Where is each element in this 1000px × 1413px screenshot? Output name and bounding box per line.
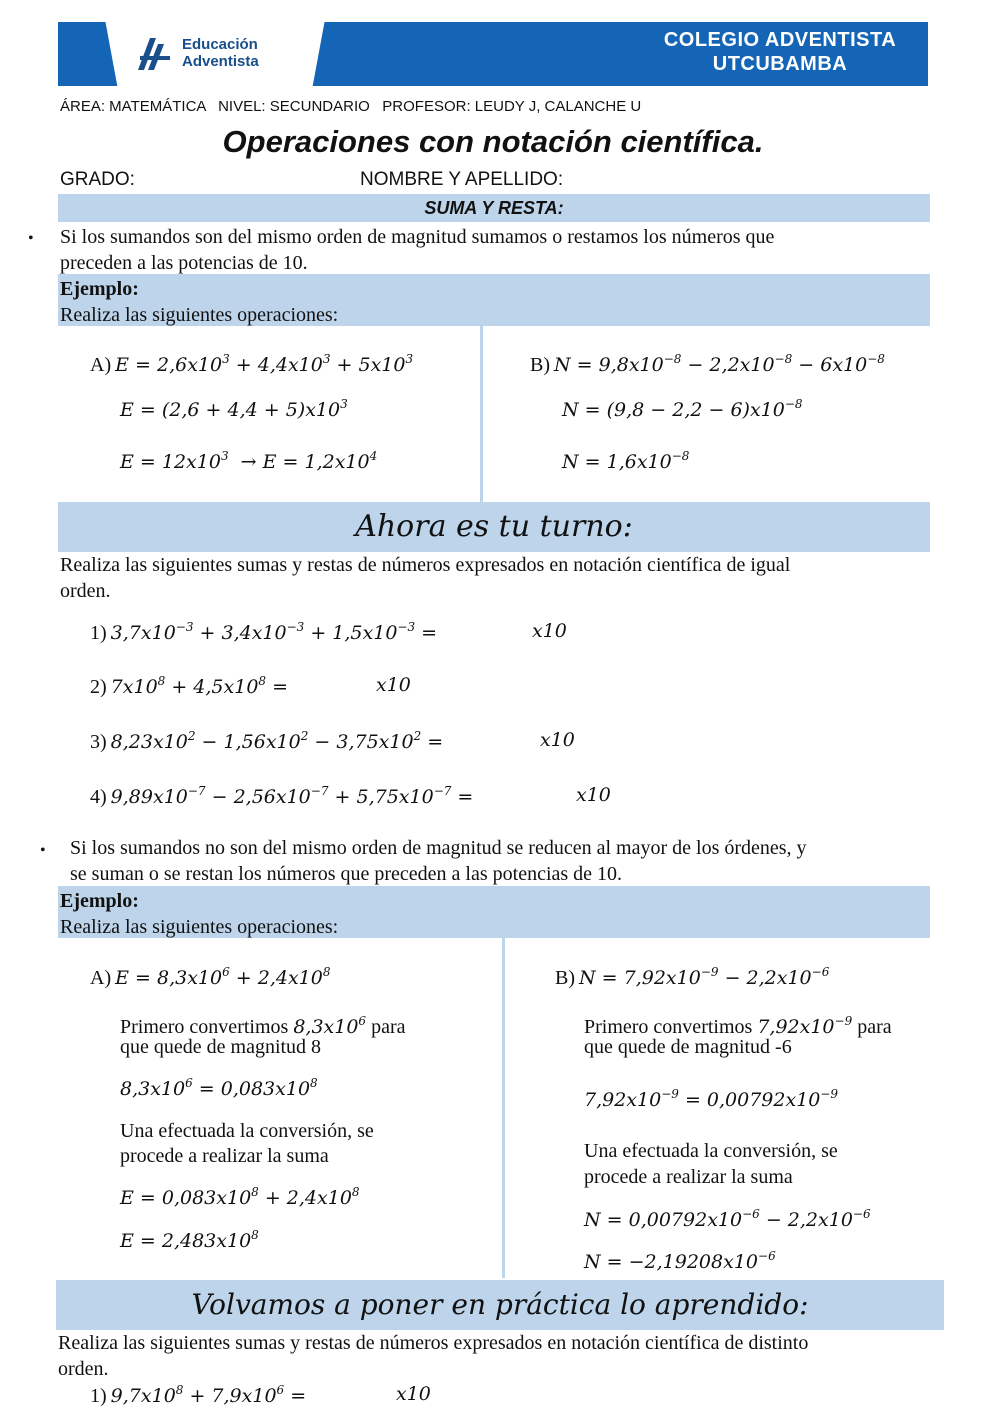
example-b-step-2: $N = 1,6x10^{-8}$ [562,449,690,473]
example-a-step-1: $E = (2,6 + 4,4 + 5)x10^3$ [120,397,348,421]
school-line-2: UTCUBAMBA [712,53,848,75]
exercise-1-answer: x10 [532,620,567,642]
ejemplo-block-2 [60,888,338,940]
example2-a-conversion: $8,3x10^6 = 0,083x10^8$ [120,1076,318,1100]
logo-text [182,36,259,70]
rule-line-2: preceden a las potencias de 10. [60,252,308,274]
turn-instructions [60,552,790,604]
example-b-label: B) [530,354,550,376]
example-a-label: A) [90,354,112,376]
column-divider-2 [502,938,505,1278]
logo-line-1: Educación [182,36,258,53]
example2-b-text-1-start: Primero convertimos [584,1016,753,1038]
school-line-1: COLEGIO ADVENTISTA [663,29,897,51]
practice-exercise-1 [90,1383,306,1409]
example2-a-step-1: $E = 0,083x10^8 + 2,4x10^8$ [120,1185,360,1209]
rule2-line-1: Si los sumandos no son del mismo orden de magnitud se reducen al mayor de los órdenes, y [70,837,807,859]
exercise-4-formula: $9,89x10^{-7} - 2,56x10^{-7} + 5,75x10^{-7}$ = [110,784,474,808]
exercise-2-answer: x10 [376,674,411,696]
grado-label: GRADO: [60,169,135,190]
exercise-2-formula: $7x10^8 + 4,5x10^8$ = [110,674,289,698]
example2-b [555,965,829,991]
example-a-formula: $E = 2,6x10^3 + 4,4x10^3 + 5x10^3$ [115,352,414,376]
meta-line: ÁREA: MATEMÁTICA NIVEL: SECUNDARIO PROFESOR: LEUDY J, CALANCHE U [60,98,642,115]
example2-b-label: B) [555,967,575,989]
example2-a-text-3: Una efectuada la conversión, se [120,1120,374,1142]
turn-heading: Ahora es tu turno: [58,502,930,552]
example-a-step-2: $E = 12x10^3 \to E = 1,2x10^4$ [120,449,378,473]
ejemplo-instruction: Realiza las siguientes operaciones: [60,304,339,326]
example2-a-label: A) [90,967,112,989]
example-b-formula: $N = 9,8x10^{-8} - 2,2x10^{-8} - 6x10^{-8}$ [554,352,885,376]
turn-line-2: orden. [60,580,111,602]
practice-exercise-1-number: 1) [90,1385,107,1407]
practice-instructions [58,1330,808,1382]
example2-b-step-1: $N = 0,00792x10^{-6} - 2,2x10^{-6}$ [584,1207,871,1231]
practice-line-1: Realiza las siguientes sumas y restas de números expresados en notación científica de distinto [58,1332,809,1354]
ejemplo-label-2: Ejemplo: [60,890,139,912]
example2-a-text-2: que quede de magnitud 8 [120,1036,322,1058]
ejemplo-label: Ejemplo: [60,278,139,300]
rule-text-2 [70,835,807,887]
exercise-1 [90,620,437,646]
exercise-3-formula: $8,23x10^2 - 1,56x10^2 - 3,75x10^2$ = [110,729,444,753]
example2-a [90,965,330,991]
exercise-4 [90,784,473,810]
example2-b-text-3: Una efectuada la conversión, se [584,1140,838,1162]
exercise-1-formula: $3,7x10^{-3} + 3,4x10^{-3} + 1,5x10^{-3}$ = [110,620,438,644]
example2-a-text-1-start: Primero convertimos [120,1016,289,1038]
ejemplo-block [60,276,338,328]
example2-b-step-2: $N = -2,19208x10^{-6}$ [584,1249,776,1273]
turn-line-1: Realiza las siguientes sumas y restas de números expresados en notación científica de igual [60,554,791,576]
page-title: Operaciones con notación científica. [222,124,764,159]
example2-a-step-2: $E = 2,483x10^8$ [120,1228,259,1252]
bullet-icon: • [40,842,46,859]
exercise-3-number: 3) [90,731,107,753]
example2-b-formula: $N = 7,92x10^{-9} - 2,2x10^{-6}$ [579,965,830,989]
practice-heading: Volvamos a poner en práctica lo aprendido: [56,1280,944,1330]
example2-b-text-4: procede a realizar la suma [584,1166,793,1188]
example2-b-text-1-end: para [857,1016,892,1038]
example-a [90,352,413,378]
example2-a-formula: $E = 8,3x10^6 + 2,4x10^8$ [115,965,331,989]
rule-text-1 [60,224,774,276]
example-b-step-1: $N = (9,8 - 2,2 - 6)x10^{-8}$ [562,397,803,421]
practice-line-2: orden. [58,1358,109,1380]
example2-a-text-4: procede a realizar la suma [120,1145,329,1167]
example2-b-text-1-formula: $7,92x10^{-9}$ [757,1014,853,1038]
logo-line-2: Adventista [182,53,259,70]
example2-b-text-2: que quede de magnitud -6 [584,1036,792,1058]
example2-b-conversion: $7,92x10^{-9} = 0,00792x10^{-9}$ [584,1087,839,1111]
rule-line-1: Si los sumandos son del mismo orden de magnitud sumamos o restamos los números que [60,226,775,248]
exercise-3-answer: x10 [540,729,575,751]
column-divider [480,326,483,502]
practice-exercise-1-answer: x10 [396,1383,431,1405]
example-b [530,352,885,378]
ejemplo-instruction-2: Realiza las siguientes operaciones: [60,916,339,938]
nombre-label: NOMBRE Y APELLIDO: [360,169,564,190]
logo-icon [136,36,172,72]
bullet-icon: • [28,230,34,247]
exercise-2 [90,674,288,700]
rule2-line-2: se suman o se restan los números que preceden a las potencias de 10. [70,863,623,885]
exercise-2-number: 2) [90,676,107,698]
exercise-4-answer: x10 [576,784,611,806]
school-name [630,28,930,76]
example2-a-text-1-end: para [371,1016,406,1038]
exercise-1-number: 1) [90,622,107,644]
exercise-3 [90,729,443,755]
exercise-4-number: 4) [90,786,107,808]
practice-exercise-1-formula: $9,7x10^8 + 7,9x10^6$ = [110,1383,307,1407]
suma-resta-heading: SUMA Y RESTA: [58,194,930,222]
example2-a-text-1-formula: $8,3x10^6$ [293,1014,367,1038]
